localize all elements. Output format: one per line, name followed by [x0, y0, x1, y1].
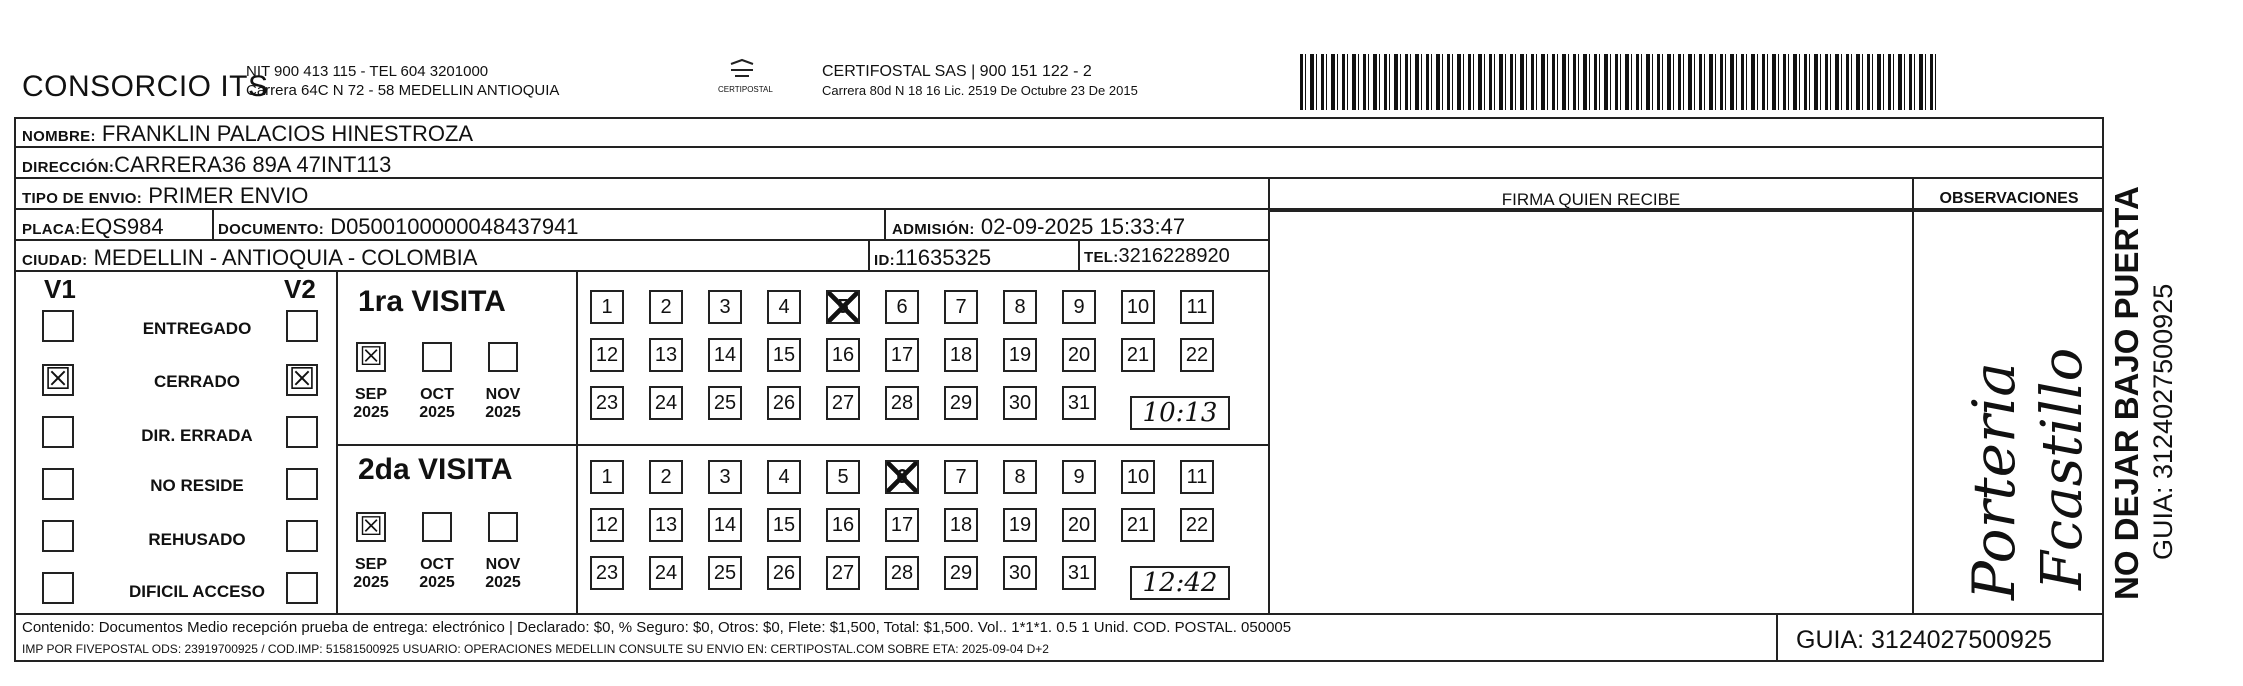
month-label: NOV 2025 [485, 556, 521, 591]
day-box[interactable]: 27 [826, 556, 860, 590]
firma-header: FIRMA QUIEN RECIBE [1501, 190, 1681, 209]
status-label: DIFICIL ACCESO [128, 582, 265, 601]
v2-checkbox[interactable]: ☒ [286, 364, 318, 396]
company-nit: NIT 900 413 115 - TEL 604 3201000 [246, 63, 489, 80]
day-box[interactable]: 20 [1062, 338, 1096, 372]
v1-checkbox[interactable] [42, 310, 74, 342]
admision-value: 02-09-2025 15:33:47 [980, 214, 1186, 239]
day-box[interactable]: 1 [590, 290, 624, 324]
ciudad-label: CIUDAD: [22, 252, 88, 269]
first-visit-time: 10:13 [1130, 396, 1230, 430]
tipo-value: PRIMER ENVIO [148, 183, 309, 208]
day-box[interactable]: 28 [885, 556, 919, 590]
company-info [246, 62, 559, 100]
day-box[interactable]: 17 [885, 508, 919, 542]
day-box[interactable]: 4 [767, 290, 801, 324]
tipo-label: TIPO DE ENVIO: [22, 190, 143, 207]
divider [1268, 179, 1270, 613]
barcode [1300, 54, 1936, 110]
tel-label: TEL: [1084, 249, 1119, 266]
first-visit-title: 1ra VISITA [358, 285, 506, 318]
v2-checkbox[interactable] [286, 572, 318, 604]
day-box[interactable]: 17 [885, 338, 919, 372]
divider [868, 241, 870, 272]
v1-checkbox[interactable]: ☒ [42, 364, 74, 396]
day-box[interactable]: 16 [826, 508, 860, 542]
v1-checkbox[interactable] [42, 416, 74, 448]
status-label: ENTREGADO [142, 319, 252, 338]
side-guia: GUIA: 3124027500925 [2148, 283, 2178, 560]
day-box[interactable]: 25 [708, 556, 742, 590]
day-box[interactable]: 10 [1121, 290, 1155, 324]
status-label: NO RESIDE [150, 476, 244, 495]
divider [336, 444, 1268, 446]
month-label: NOV 2025 [485, 386, 521, 421]
observation-handwriting-1: Porteria [1960, 362, 2028, 600]
day-box[interactable]: 20 [1062, 508, 1096, 542]
month-label: OCT 2025 [419, 386, 455, 421]
ciudad-value: MEDELLIN - ANTIOQUIA - COLOMBIA [93, 245, 478, 270]
row-direccion [14, 148, 2104, 179]
month-label: SEP 2025 [353, 556, 389, 591]
day-box[interactable]: 12 [590, 338, 624, 372]
v2-checkbox[interactable] [286, 416, 318, 448]
divider [1776, 613, 1778, 662]
observation-handwriting-2: Fcastillo [2030, 347, 2095, 590]
day-box[interactable]: 11 [1180, 290, 1214, 324]
id-label: ID: [874, 252, 895, 269]
v2-checkbox[interactable] [286, 310, 318, 342]
day-box[interactable]: 16 [826, 338, 860, 372]
day-box[interactable]: 4 [767, 460, 801, 494]
day-box[interactable]: 8 [1003, 290, 1037, 324]
day-box[interactable]: 30 [1003, 386, 1037, 420]
day-box[interactable]: 23 [590, 556, 624, 590]
divider [1078, 241, 1080, 272]
day-box[interactable]: 22 [1180, 338, 1214, 372]
day-box[interactable]: 26 [767, 556, 801, 590]
day-box[interactable]: 3 [708, 460, 742, 494]
logo-text: CERTIPOSTAL [718, 85, 773, 94]
divider [884, 210, 886, 241]
day-box[interactable]: 24 [649, 386, 683, 420]
day-box[interactable]: 24 [649, 556, 683, 590]
day-box[interactable]: 18 [944, 338, 978, 372]
footer-content: Contenido: Documentos Medio recepción prueba de entrega: electrónico | Declarado: $0, % Seguro: $0, Otros: $0, Flete: $1,500, Total: $1,500. Vol.. 1*1*1. 0.5 1 Unid. COD. POSTAL. 050005 [22, 619, 1292, 636]
placa-value: EQS984 [80, 214, 164, 239]
day-box[interactable]: 13 [649, 338, 683, 372]
day-box[interactable]: 7 [944, 290, 978, 324]
day-box[interactable]: 2 [649, 290, 683, 324]
month-checkbox-sep[interactable]: ☒ [356, 342, 386, 372]
month-label: OCT 2025 [419, 556, 455, 591]
v1-checkbox[interactable] [42, 468, 74, 500]
day-box[interactable]: 29 [944, 556, 978, 590]
v1-checkbox[interactable] [42, 520, 74, 552]
day-box[interactable]: 19 [1003, 338, 1037, 372]
observaciones-header: OBSERVACIONES [1939, 190, 2079, 207]
day-box[interactable]: 13 [649, 508, 683, 542]
nombre-value: FRANKLIN PALACIOS HINESTROZA [101, 121, 474, 146]
divider [14, 613, 2104, 615]
day-box[interactable]: 8 [1003, 460, 1037, 494]
direccion-value: CARRERA36 89A 47INT113 [114, 152, 392, 177]
month-checkbox-nov[interactable] [488, 512, 518, 542]
day-box[interactable]: 22 [1180, 508, 1214, 542]
divider [212, 210, 214, 241]
divider [576, 272, 578, 613]
day-box[interactable]: 31 [1062, 386, 1096, 420]
day-box[interactable]: 18 [944, 508, 978, 542]
carrier-address: Carrera 80d N 18 16 Lic. 2519 De Octubre 23 De 2015 [822, 83, 1138, 98]
day-box[interactable]: 9 [1062, 290, 1096, 324]
day-box[interactable]: 7 [944, 460, 978, 494]
status-label: DIR. ERRADA [141, 426, 253, 445]
day-box[interactable]: 1 [590, 460, 624, 494]
documento-value: D0500100000048437941 [330, 214, 579, 239]
company-address: Carrera 64C N 72 - 58 MEDELLIN ANTIOQUIA [246, 82, 560, 99]
v1-checkbox[interactable] [42, 572, 74, 604]
day-box[interactable]: 27 [826, 386, 860, 420]
company-name: CONSORCIO ITS [22, 70, 269, 103]
day-box[interactable]: 5 [826, 460, 860, 494]
day-box[interactable]: 19 [1003, 508, 1037, 542]
day-box[interactable]: 14 [708, 338, 742, 372]
placa-label: PLACA: [22, 221, 81, 238]
day-box[interactable]: 6 [885, 290, 919, 324]
day-box[interactable]: 12 [590, 508, 624, 542]
month-checkbox-oct[interactable] [422, 342, 452, 372]
nombre-label: NOMBRE: [22, 128, 96, 145]
v2-checkbox[interactable] [286, 468, 318, 500]
day-box[interactable]: 9 [1062, 460, 1096, 494]
tel-value: 3216228920 [1118, 245, 1230, 267]
month-checkbox-oct[interactable] [422, 512, 452, 542]
side-warning: NO DEJAR BAJO PUERTA [2108, 186, 2145, 600]
day-box[interactable]: 23 [590, 386, 624, 420]
day-box[interactable]: 25 [708, 386, 742, 420]
month-checkbox-sep[interactable]: ☒ [356, 512, 386, 542]
row-nombre [14, 117, 2104, 148]
day-box[interactable]: 21 [1121, 508, 1155, 542]
v2-header: V2 [284, 274, 316, 304]
footer-info: IMP POR FIVEPOSTAL ODS: 23919700925 / COD.IMP: 51581500925 USUARIO: OPERACIONES MEDELLIN CONSULTE SU ENVIO EN: CERTIPOSTAL.COM SOBRE ETA: 2025-09-04 D+2 [22, 642, 1049, 656]
documento-label: DOCUMENTO: [218, 221, 325, 238]
second-visit-title: 2da VISITA [358, 453, 513, 486]
status-label: REHUSADO [148, 530, 246, 549]
second-visit-time: 12:42 [1130, 566, 1230, 600]
day-box[interactable]: 5 [826, 290, 860, 324]
day-box[interactable]: 29 [944, 386, 978, 420]
admision-label: ADMISIÓN: [892, 221, 975, 238]
status-label: CERRADO [154, 372, 240, 391]
day-box[interactable]: 28 [885, 386, 919, 420]
day-box[interactable]: 15 [767, 508, 801, 542]
divider [1912, 179, 1914, 613]
divider [1268, 210, 2104, 212]
v1-header: V1 [44, 274, 76, 304]
day-box[interactable]: 15 [767, 338, 801, 372]
month-label: SEP 2025 [353, 386, 389, 421]
day-box[interactable]: 30 [1003, 556, 1037, 590]
day-box[interactable]: 3 [708, 290, 742, 324]
day-box[interactable]: 26 [767, 386, 801, 420]
divider [336, 272, 338, 613]
day-box[interactable]: 31 [1062, 556, 1096, 590]
day-box[interactable]: 10 [1121, 460, 1155, 494]
carrier-info [822, 62, 1138, 100]
day-box[interactable]: 2 [649, 460, 683, 494]
direccion-label: DIRECCIÓN: [22, 159, 115, 176]
logo-icon [727, 58, 757, 80]
carrier-name: CERTIFOSTAL SAS | 900 151 122 - 2 [822, 63, 1092, 80]
footer-guia: GUIA: 3124027500925 [1796, 626, 2052, 654]
row-placa [14, 210, 1268, 241]
day-box[interactable]: 21 [1121, 338, 1155, 372]
month-checkbox-nov[interactable] [488, 342, 518, 372]
day-box[interactable]: 14 [708, 508, 742, 542]
v2-checkbox[interactable] [286, 520, 318, 552]
day-box[interactable]: 11 [1180, 460, 1214, 494]
day-box[interactable]: 6 [885, 460, 919, 494]
carrier-logo [718, 58, 773, 98]
id-value: 11635325 [894, 245, 992, 270]
